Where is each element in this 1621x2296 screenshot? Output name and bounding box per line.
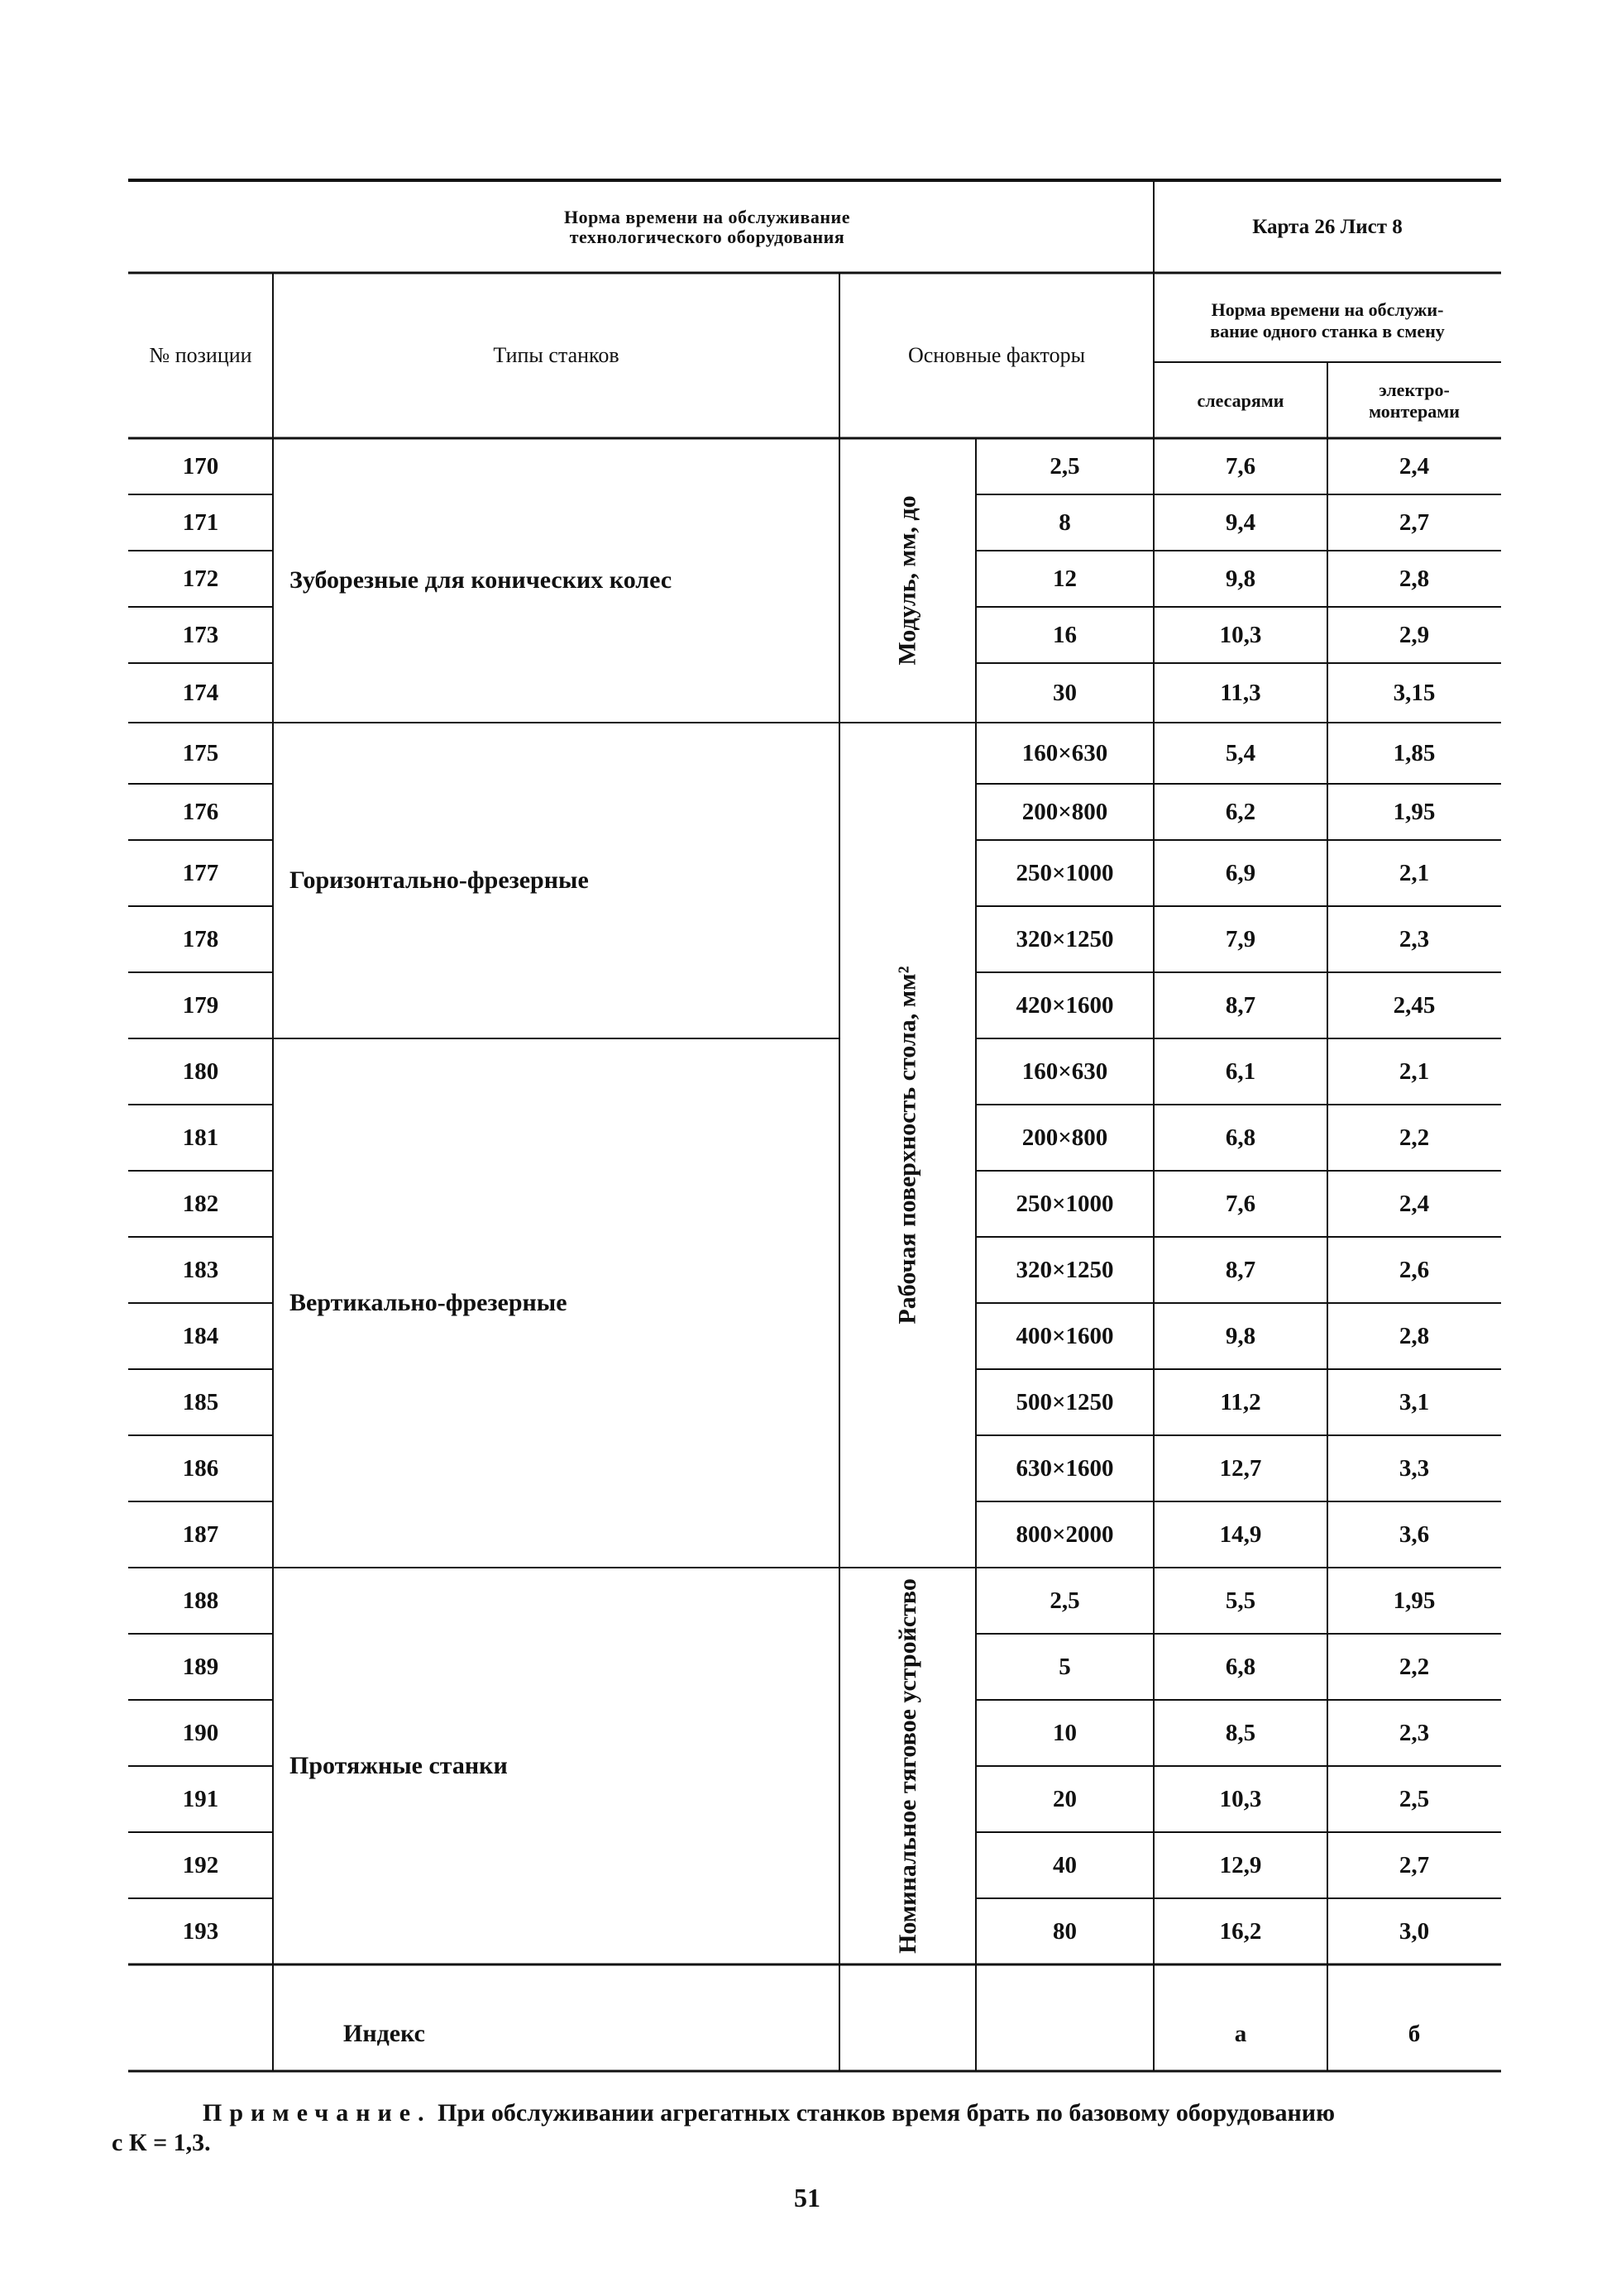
row-factor-value: 30 [1053,679,1077,706]
row-position: 172 [182,565,219,592]
row-electricians-norm: 2,2 [1399,1653,1430,1680]
row-factor-value: 2,5 [1050,1587,1080,1614]
row-fitters-norm: 6,9 [1225,859,1256,886]
row-fitters-norm: 12,9 [1219,1851,1262,1878]
factor-label-cell [839,723,976,1568]
row-factor-value: 20 [1053,1785,1077,1812]
electricians-line-2: монтерами [1369,401,1460,422]
row-fitters-norm: 8,7 [1225,991,1256,1019]
note [112,2098,1501,2158]
row-position: 182 [182,1190,219,1217]
row-position: 171 [182,508,219,536]
row-fitters-norm: 7,6 [1225,1190,1256,1217]
row-factor-value: 5 [1059,1653,1071,1680]
row-factor-value: 800×2000 [1016,1520,1114,1548]
index-label: Индекс [343,2020,425,2047]
row-fitters-norm: 8,7 [1225,1256,1256,1283]
row-position: 190 [182,1719,219,1746]
row-fitters-norm: 10,3 [1219,621,1262,648]
column-header-fitters: слесарями [1197,390,1284,411]
row-position: 177 [182,859,219,886]
factor-label-cell [839,438,976,723]
row-fitters-norm: 6,1 [1225,1057,1256,1085]
page-number: 51 [794,2183,820,2212]
row-factor-value: 320×1250 [1016,1256,1114,1283]
row-position: 170 [182,452,219,480]
factor-label-cell [839,1568,976,1964]
row-factor-value: 12 [1053,565,1077,592]
row-position: 179 [182,991,219,1019]
row-electricians-norm: 3,1 [1399,1388,1430,1415]
row-fitters-norm: 6,2 [1225,798,1256,825]
row-fitters-norm: 8,5 [1225,1719,1256,1746]
row-factor-value: 500×1250 [1016,1388,1114,1415]
row-electricians-norm: 2,6 [1399,1256,1430,1283]
row-position: 175 [182,739,219,766]
row-factor-value: 320×1250 [1016,925,1114,952]
row-factor-value: 160×630 [1021,739,1108,766]
row-electricians-norm: 1,95 [1393,1587,1436,1614]
row-factor-value: 2,5 [1050,452,1080,480]
row-position: 186 [182,1454,219,1482]
row-fitters-norm: 9,8 [1225,565,1256,592]
row-position: 178 [182,925,219,952]
machine-type-label: Протяжные станки [289,1752,508,1779]
row-electricians-norm: 2,8 [1399,565,1430,592]
row-position: 188 [182,1587,219,1614]
row-electricians-norm: 2,7 [1399,1851,1430,1878]
row-factor-value: 200×800 [1021,1124,1108,1151]
column-header-position: № позиции [149,343,252,367]
index-fitters: а [1234,2020,1247,2047]
row-electricians-norm: 3,6 [1399,1520,1430,1548]
row-electricians-norm: 3,15 [1393,679,1436,706]
factor-label: Номинальное тяговое устройство [893,1578,921,1954]
row-fitters-norm: 7,9 [1225,925,1256,952]
row-position: 193 [182,1917,219,1945]
row-electricians-norm: 2,45 [1393,991,1436,1019]
row-factor-value: 630×1600 [1016,1454,1114,1482]
row-position: 174 [182,679,219,706]
column-header-main-factors: Основные факторы [907,343,1086,367]
row-factor-value: 250×1000 [1016,1190,1114,1217]
row-electricians-norm: 2,3 [1399,925,1430,952]
row-position: 183 [182,1256,219,1283]
row-factor-value: 80 [1053,1917,1077,1945]
row-electricians-norm: 2,5 [1399,1785,1430,1812]
row-fitters-norm: 5,5 [1225,1587,1256,1614]
note-label: Примечание. [203,2099,432,2127]
factor-label: Рабочая поверхность стола, мм² [893,966,921,1325]
row-fitters-norm: 11,2 [1220,1388,1261,1415]
table-title [273,200,1141,255]
norm-group-line-2: вание одного станка в смену [1210,320,1445,341]
row-position: 185 [182,1388,219,1415]
row-fitters-norm: 7,6 [1225,452,1256,480]
column-header-electricians [1327,364,1501,438]
row-factor-value: 16 [1053,621,1077,648]
row-factor-value: 10 [1053,1719,1077,1746]
machine-type-label: Зуборезные для конических колес [289,566,672,594]
row-factor-value: 250×1000 [1016,859,1114,886]
row-electricians-norm: 2,3 [1399,1719,1430,1746]
row-factor-value: 40 [1053,1851,1077,1878]
note-line-2: с К = 1,3. [112,2129,211,2156]
row-fitters-norm: 6,8 [1225,1653,1256,1680]
index-electricians: б [1408,2020,1421,2047]
row-electricians-norm: 2,7 [1399,508,1430,536]
machine-type-label: Горизонтально-фрезерные [289,866,589,894]
card-sheet-label: Карта 26 Лист 8 [1252,216,1403,238]
norm-group-line-1: Норма времени на обслужи- [1211,298,1444,320]
row-electricians-norm: 2,9 [1399,621,1430,648]
row-position: 192 [182,1851,219,1878]
table-title-line-1: Норма времени на обслуживание [564,207,850,227]
table-title-line-2: технологического оборудования [569,227,845,247]
row-electricians-norm: 3,3 [1399,1454,1430,1482]
factor-label: Модуль, мм, до [893,495,921,666]
row-fitters-norm: 6,8 [1225,1124,1256,1151]
row-position: 187 [182,1520,219,1548]
row-position: 184 [182,1322,219,1349]
row-electricians-norm: 1,95 [1393,798,1436,825]
row-electricians-norm: 2,1 [1399,859,1430,886]
row-fitters-norm: 14,9 [1219,1520,1262,1548]
row-fitters-norm: 9,4 [1225,508,1256,536]
row-position: 191 [182,1785,219,1812]
row-electricians-norm: 2,1 [1399,1057,1430,1085]
row-fitters-norm: 16,2 [1219,1917,1262,1945]
row-electricians-norm: 3,0 [1399,1917,1430,1945]
row-electricians-norm: 2,4 [1399,1190,1430,1217]
row-position: 189 [182,1653,219,1680]
row-electricians-norm: 1,85 [1393,739,1436,766]
row-factor-value: 160×630 [1021,1057,1108,1085]
note-text: При обслуживании агрегатных станков время брать по базовому оборудованию [438,2099,1336,2127]
row-fitters-norm: 5,4 [1225,739,1256,766]
column-header-machine-types: Типы станков [493,343,619,367]
row-position: 173 [182,621,219,648]
row-fitters-norm: 12,7 [1219,1454,1262,1482]
row-factor-value: 420×1600 [1016,991,1114,1019]
row-factor-value: 400×1600 [1016,1322,1114,1349]
row-fitters-norm: 10,3 [1219,1785,1262,1812]
row-position: 176 [182,798,219,825]
row-position: 180 [182,1057,219,1085]
row-electricians-norm: 2,4 [1399,452,1430,480]
column-header-norm-group [1154,285,1501,356]
row-factor-value: 200×800 [1021,798,1108,825]
electricians-line-1: электро- [1379,379,1450,400]
row-fitters-norm: 11,3 [1220,679,1261,706]
row-electricians-norm: 2,8 [1399,1322,1430,1349]
row-position: 181 [182,1124,219,1151]
row-fitters-norm: 9,8 [1225,1322,1256,1349]
row-electricians-norm: 2,2 [1399,1124,1430,1151]
machine-type-label: Вертикально-фрезерные [289,1289,567,1316]
row-factor-value: 8 [1059,508,1071,536]
